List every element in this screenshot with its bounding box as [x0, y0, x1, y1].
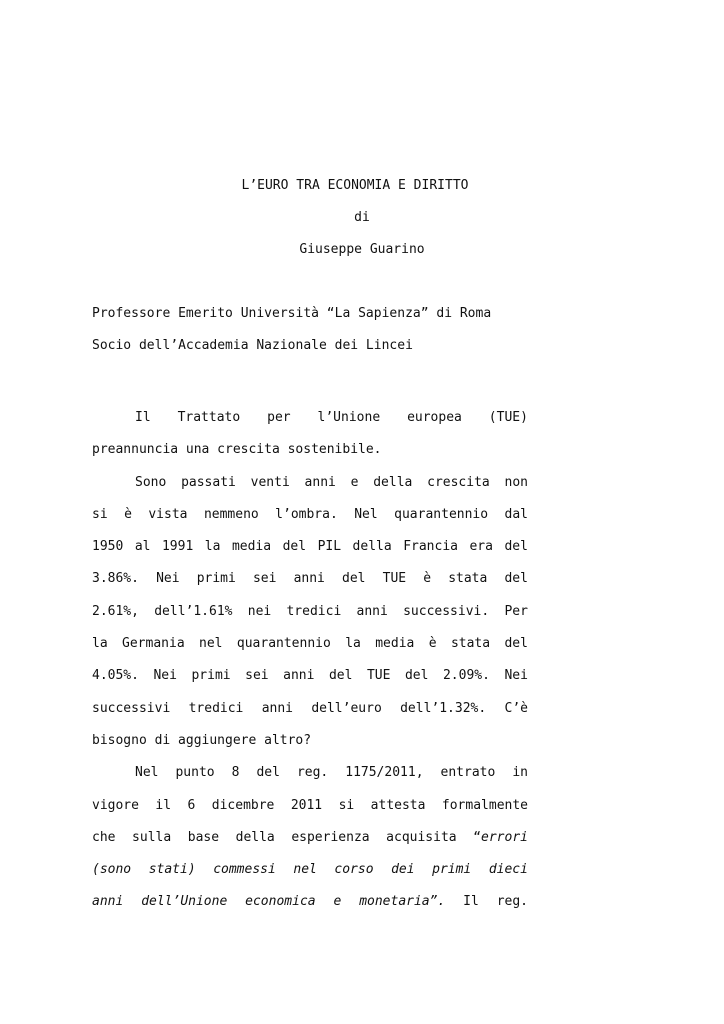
body-word: 1175/2011,: [345, 765, 424, 781]
body-word: Francia: [403, 539, 458, 555]
body-word: stata: [448, 571, 488, 587]
byline-di: di: [354, 210, 370, 225]
body-word: stati): [148, 862, 196, 878]
body-word: in: [512, 765, 528, 781]
body-word: dei: [391, 862, 415, 878]
body-word: il: [155, 797, 172, 813]
body-line: [92, 822, 528, 854]
body-word: del: [256, 765, 280, 781]
body-word: sei: [252, 571, 277, 587]
body-word: aggiungere: [178, 732, 257, 748]
body-word: Il: [135, 410, 151, 425]
body-word: Nei: [153, 668, 177, 684]
body-word: monetaria”.: [359, 894, 446, 910]
body-word: dell’1.61%: [154, 603, 233, 619]
body-word: nel: [293, 862, 317, 878]
body-word: la: [204, 539, 221, 555]
body-word: europea: [407, 410, 462, 425]
body-line: [92, 402, 528, 434]
body-word: del: [342, 571, 366, 587]
body-word: (sono: [92, 862, 132, 878]
body-word: del: [504, 539, 528, 555]
body-line: [92, 563, 528, 595]
body-paragraphs: [92, 402, 528, 919]
body-word: del: [504, 636, 528, 652]
body-word: si: [92, 506, 108, 522]
body-word: (TUE): [488, 410, 528, 425]
body-word: successivi: [92, 700, 171, 716]
body-word: primi: [432, 862, 472, 878]
body-word: dell’Unione: [141, 894, 228, 910]
body-word: commessi: [213, 862, 276, 878]
body-word: media: [231, 539, 272, 555]
body-word: 2.61%,: [92, 603, 139, 619]
body-word: l’Unione: [317, 410, 381, 425]
body-word: dieci: [488, 862, 528, 878]
body-word: Nel: [354, 506, 378, 522]
body-word: del: [404, 668, 429, 684]
body-word: 1950: [92, 539, 124, 555]
body-word: TUE: [366, 668, 391, 684]
body-line: [92, 790, 528, 822]
body-word: dell’euro: [311, 700, 382, 716]
body-word: successivi.: [403, 603, 490, 619]
body-word: si: [338, 797, 355, 813]
body-word: della: [373, 474, 413, 490]
body-word: “errori: [473, 829, 528, 845]
body-word: sostenibile.: [287, 442, 382, 458]
body-word: 8: [231, 765, 240, 781]
body-word: punto: [175, 765, 215, 781]
body-word: stata: [450, 636, 491, 652]
body-word: C’è: [504, 700, 528, 716]
body-word: esperienza: [291, 829, 370, 845]
body-word: è: [423, 571, 432, 587]
body-word: reg.: [496, 894, 528, 910]
body-word: Nel: [135, 765, 159, 781]
body-line: [92, 757, 528, 789]
body-line: [92, 531, 528, 563]
author-name: Giuseppe Guarino: [299, 242, 425, 257]
body-word: la: [92, 636, 108, 652]
body-word: 6: [187, 797, 196, 813]
body-line: [92, 693, 528, 725]
body-word: primi: [196, 571, 236, 587]
body-word: crescita: [427, 474, 490, 490]
body-word: anni: [283, 668, 315, 684]
body-word: PIL: [317, 539, 342, 555]
body-line: [92, 467, 528, 499]
body-word: Nei: [504, 668, 528, 684]
body-line: [92, 886, 528, 918]
body-word: della: [352, 539, 392, 555]
body-word: 2.09%.: [442, 668, 490, 684]
body-word: anni: [304, 474, 336, 490]
body-word: tredici: [188, 700, 244, 716]
body-word: base: [187, 829, 220, 845]
body-word: media: [375, 636, 415, 652]
body-word: dell’1.32%.: [400, 700, 487, 716]
body-word: 2011: [290, 797, 323, 813]
body-word: Nei: [156, 571, 180, 587]
body-word: del: [328, 668, 353, 684]
body-word: una: [185, 442, 210, 458]
body-word: TUE: [382, 571, 407, 587]
body-word: al: [134, 539, 151, 555]
body-word: della: [235, 829, 275, 845]
body-word: reg.: [296, 765, 329, 781]
body-word: preannuncia: [92, 442, 179, 458]
body-word: sulla: [132, 829, 172, 845]
body-word: vigore: [92, 797, 139, 813]
body-word: non: [504, 474, 528, 490]
body-line: [92, 434, 528, 466]
affiliation-line-1: Professore Emerito Università “La Sapienza” di Roma: [92, 306, 492, 321]
body-word: Per: [504, 603, 528, 619]
body-line: [92, 660, 528, 692]
body-line: [92, 596, 528, 628]
document-title: L’EURO TRA ECONOMIA E DIRITTO: [241, 178, 469, 193]
body-word: dicembre: [211, 797, 275, 813]
body-word: nei: [247, 603, 272, 619]
body-word: anni: [293, 571, 325, 587]
body-word: altro?: [264, 732, 312, 748]
body-word: nemmeno: [203, 506, 259, 522]
body-word: Il: [463, 894, 479, 910]
body-word: di: [154, 732, 171, 748]
body-word: primi: [191, 668, 231, 684]
body-word: è: [124, 506, 132, 522]
body-word: quarantennio: [236, 636, 331, 652]
body-line: [92, 628, 528, 660]
body-word: l’ombra.: [275, 506, 338, 522]
body-word: dal: [504, 506, 528, 522]
affiliation-line-2: Socio dell’Accademia Nazionale dei Lincei: [92, 338, 413, 353]
body-word: acquisita: [386, 829, 457, 845]
body-line: [92, 499, 528, 531]
body-word: era: [469, 539, 493, 555]
body-word: formalmente: [441, 797, 528, 813]
body-word: anni: [92, 894, 124, 910]
body-word: nel: [199, 636, 223, 652]
body-word: 3.86%.: [92, 571, 139, 587]
body-word: 1991: [161, 539, 194, 555]
body-word: e: [333, 894, 342, 910]
body-word: Sono: [135, 474, 167, 490]
body-word: venti: [250, 474, 290, 490]
body-word: quarantennio: [394, 506, 489, 522]
body-word: attesta: [370, 797, 426, 813]
body-word: che: [92, 829, 116, 845]
body-word: per: [267, 410, 291, 425]
body-word: Trattato: [177, 410, 241, 425]
body-line: [92, 854, 528, 886]
body-word: anni: [356, 603, 388, 619]
body-word: sei: [245, 668, 269, 684]
body-word: corso: [334, 862, 374, 878]
body-word: Germania: [122, 636, 185, 652]
body-word: economica: [245, 894, 316, 910]
body-word: la: [345, 636, 361, 652]
body-word: del: [282, 539, 307, 555]
body-word: del: [504, 571, 528, 587]
body-word: è: [428, 636, 437, 652]
body-word: anni: [261, 700, 294, 716]
body-word: passati: [181, 474, 236, 490]
body-line: [92, 725, 528, 757]
body-word: e: [350, 474, 359, 490]
body-word: tredici: [286, 603, 342, 619]
body-word: bisogno: [92, 732, 147, 748]
body-word: 4.05%.: [92, 668, 139, 684]
body-word: vista: [148, 506, 188, 522]
body-word: crescita: [217, 442, 280, 458]
body-word: entrato: [440, 765, 496, 781]
